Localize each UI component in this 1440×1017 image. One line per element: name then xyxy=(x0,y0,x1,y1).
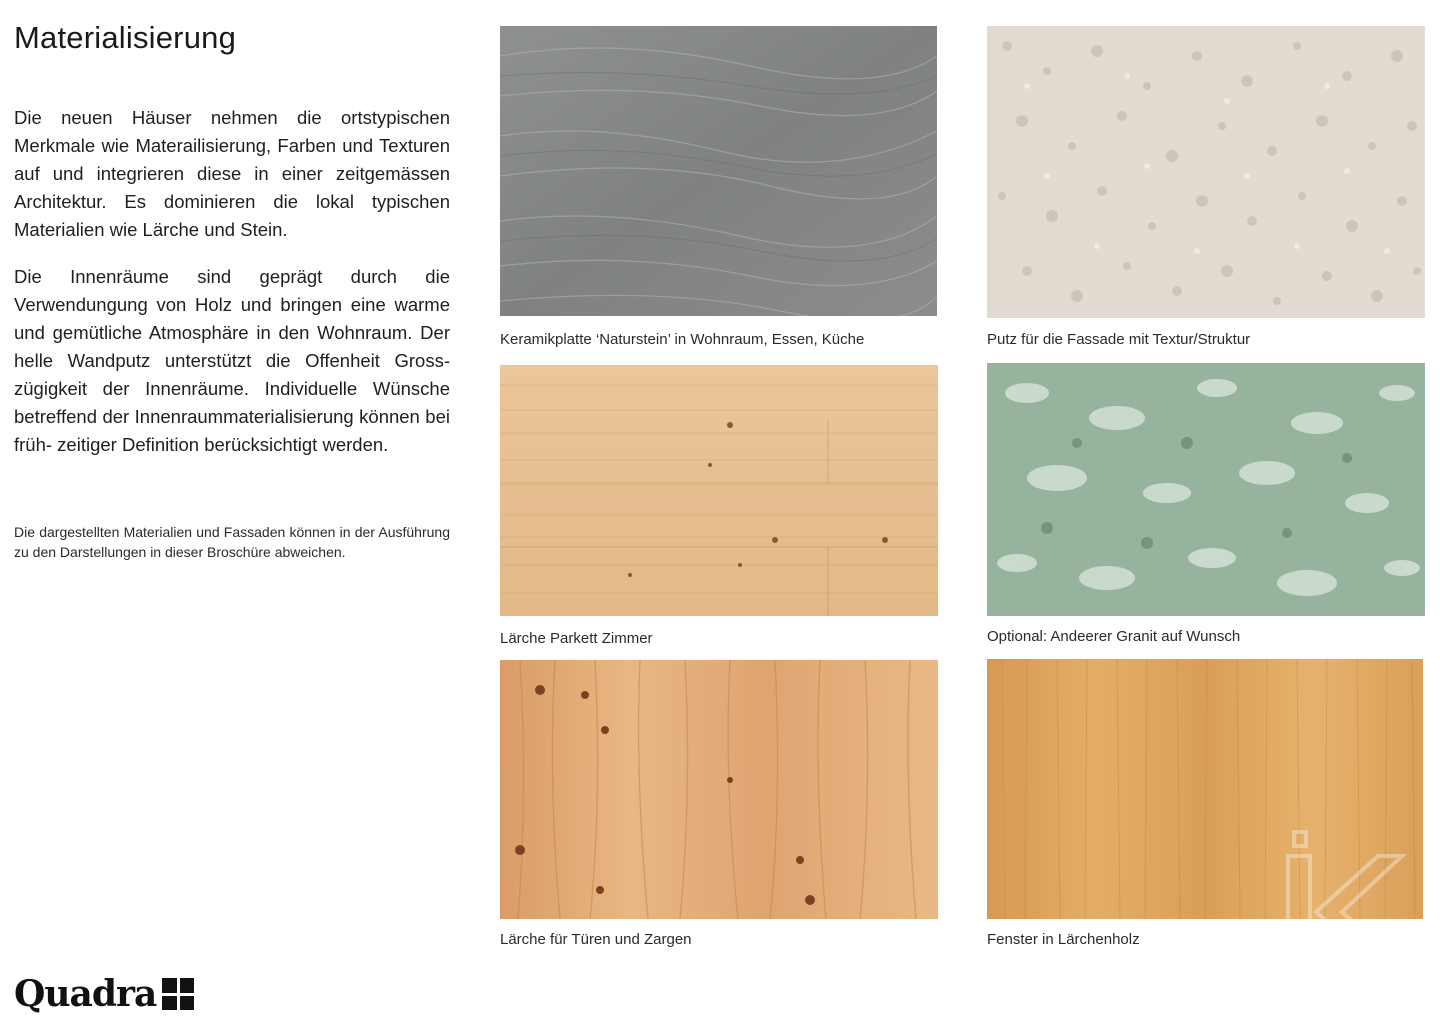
intro-paragraph-1: Die neuen Häuser nehmen die ortstypischen Merkmale wie Materailisierung, Farben und Texturen auf und integrieren diese in einer zeitgemässen Architektur. Es dominieren die lokal typischen Materialien wie Lärche und Stein. xyxy=(14,107,450,240)
logo-wordmark: Quadra xyxy=(14,973,157,1015)
material-image-larch-parquet xyxy=(500,365,938,616)
material-caption: Keramikplatte ‘Naturstein’ in Wohnraum, Essen, Küche xyxy=(500,331,865,348)
material-caption: Optional: Andeerer Granit auf Wunsch xyxy=(987,628,1241,645)
material-image-stone-tile xyxy=(500,26,937,316)
page-title: Materialisierung xyxy=(14,20,237,55)
watermark-k-icon xyxy=(1280,826,1410,976)
material-image-green-granite xyxy=(987,363,1425,616)
intro-paragraph-2: Die Innenräume sind geprägt durch die Verwendungung von Holz und bringen eine warme und gemütliche Atmosphäre in den Wohnraum. Der helle Wandputz unterstützt die Offenheit Gross-zügigkeit der Innenräume. Individuelle Wünsche betreffend der Innenraummaterialisierung können bei früh- zeitiger Definition berücksichtigt werden. xyxy=(14,266,450,455)
disclaimer-text: Die dargestellten Materialien und Fassaden können in der Ausführung zu den Darstellungen in dieser Broschüre abweichen. xyxy=(14,524,450,560)
logo-squares-icon xyxy=(162,978,194,1010)
material-caption: Lärche Parkett Zimmer xyxy=(500,630,653,647)
quadra-logo xyxy=(14,972,194,1016)
material-image-larch-wood xyxy=(500,660,938,919)
material-caption: Fenster in Lärchenholz xyxy=(987,931,1140,948)
material-image-plaster xyxy=(987,26,1425,318)
material-caption: Lärche für Türen und Zargen xyxy=(500,931,692,948)
material-caption: Putz für die Fassade mit Textur/Struktur xyxy=(987,331,1251,348)
